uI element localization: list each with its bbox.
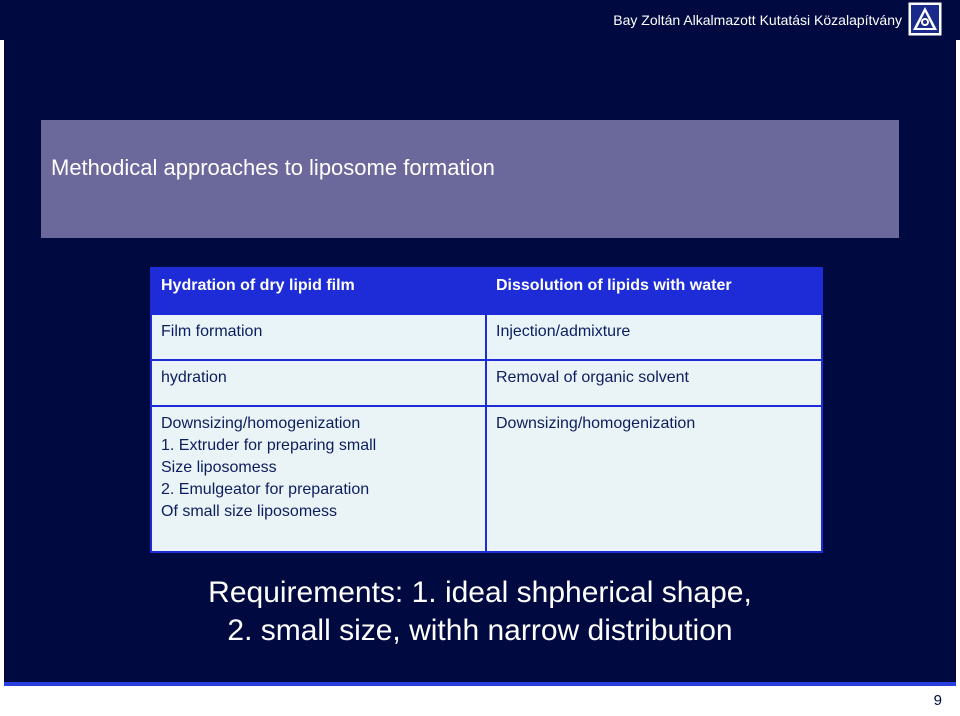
table-cell: hydration: [151, 360, 486, 406]
requirements-line-2: 2. small size, withh narrow distribution: [227, 614, 733, 647]
footer: [0, 682, 960, 716]
footer-stripe: [4, 682, 956, 686]
table-row: [151, 360, 822, 406]
organization-name: Bay Zoltán Alkalmazott Kutatási Közalapítvány: [613, 12, 902, 28]
title-box: [41, 120, 899, 238]
table-cell: Film formation: [151, 314, 486, 360]
top-bar: [0, 0, 960, 40]
requirements-line-1: Requirements: 1. ideal shpherical shape,: [208, 576, 752, 609]
cell-line: Downsizing/homogenization: [496, 415, 696, 432]
slide-title: Methodical approaches to liposome formation: [51, 155, 495, 180]
cell-line: Of small size liposomess: [161, 503, 338, 520]
table-cell: [151, 406, 486, 552]
cell-line: 1. Extruder for preparing small: [161, 437, 377, 454]
methods-table: [150, 267, 823, 553]
requirements-text: [0, 574, 960, 650]
table-cell: [486, 406, 822, 552]
cell-line: Size liposomess: [161, 459, 277, 476]
table-cell: Injection/admixture: [486, 314, 822, 360]
table-row: [151, 406, 822, 552]
cell-line: 2. Emulgeator for preparation: [161, 481, 370, 498]
page-number: 9: [933, 692, 942, 709]
table-row: [151, 268, 822, 314]
column-header: Dissolution of lipids with water: [486, 268, 822, 314]
table-cell: Removal of organic solvent: [486, 360, 822, 406]
foundation-logo-icon: [908, 2, 942, 36]
column-header: Hydration of dry lipid film: [151, 268, 486, 314]
table-row: [151, 314, 822, 360]
cell-line: Downsizing/homogenization: [161, 415, 361, 432]
